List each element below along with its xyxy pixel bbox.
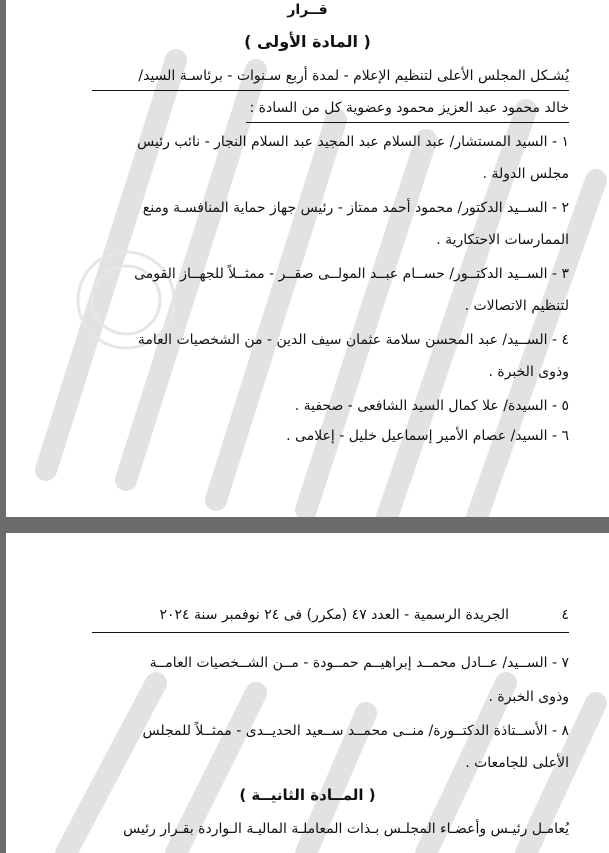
article-1-title: ( المادة الأولى ) bbox=[244, 32, 371, 51]
list-item-4-line-1: ٤ - الســيد/ عبد المحسن سلامة عثمان سيف الدين - من الشخصيات العامة bbox=[137, 332, 569, 348]
list-item-7-line-2: وذوى الخبرة . bbox=[488, 689, 569, 705]
list-item-7-line-1: ٧ - الســيد/ عــادل محمــد إبراهيــم حمــودة - مــن الشــخصيات العامــة bbox=[149, 655, 569, 671]
list-item-5: ٥ - السيدة/ علا كمال السيد الشافعى - صحفية . bbox=[294, 398, 569, 414]
article-2-line-1: يُعامـل رئيـس وأعضـاء المجلـس بـذات المعاملـة الماليـة الـواردة بقـرار رئيس bbox=[123, 821, 569, 837]
list-item-2-line-1: ٢ - الســيد الدكتور/ محمود أحمد ممتاز - رئيس جهاز حماية المنافسـة ومنع bbox=[142, 200, 569, 216]
intro-line-2: خالد محمود عبد العزيز محمود وعضوية كل من السادة : bbox=[249, 100, 569, 116]
list-item-3-line-1: ٣ - الســيد الدكتــور/ حســام عبــد المولــى صقــر - ممثــلاً للجهــاز القومى bbox=[134, 266, 569, 282]
page-number: ٤ bbox=[561, 607, 569, 623]
list-item-8-line-2: الأعلى للجامعات . bbox=[465, 755, 569, 771]
list-item-2-line-2: الممارسات الاحتكارية . bbox=[436, 232, 569, 248]
list-item-3-line-2: لتنظيم الاتصالات . bbox=[464, 298, 569, 314]
header-rule bbox=[92, 632, 569, 633]
list-item-1-line-1: ١ - السيد المستشار/ عبد السلام عبد المجيد عبد السلام النجار - نائب رئيس bbox=[137, 134, 569, 150]
running-header: الجريدة الرسمية - العدد ٤٧ (مكرر) فى ٢٤ نوفمبر سنة ٢٠٢٤ bbox=[159, 607, 509, 623]
list-item-8-line-1: ٨ - الأســتاذة الدكتــورة/ منــى محمــد ســعيد الحديــدى - ممثــلاً للمجلس bbox=[142, 723, 569, 739]
underline-rule bbox=[92, 90, 569, 91]
list-item-6: ٦ - السيد/ عصام الأمير إسماعيل خليل - إعلامى . bbox=[286, 428, 569, 444]
list-item-1-line-2: مجلس الدولة . bbox=[482, 166, 569, 182]
underline-rule bbox=[246, 122, 569, 123]
decree-heading: قــرار bbox=[287, 2, 328, 18]
document-page-2 bbox=[6, 533, 609, 853]
article-2-title: ( المــادة الثانيــة ) bbox=[239, 786, 376, 804]
document-page-1 bbox=[6, 0, 609, 517]
list-item-4-line-2: وذوى الخبرة . bbox=[488, 364, 569, 380]
intro-line-1: يُشـكل المجلس الأعلى لتنظيم الإعلام - لمدة أربع سـنوات - برئاسـة السيد/ bbox=[138, 68, 569, 84]
